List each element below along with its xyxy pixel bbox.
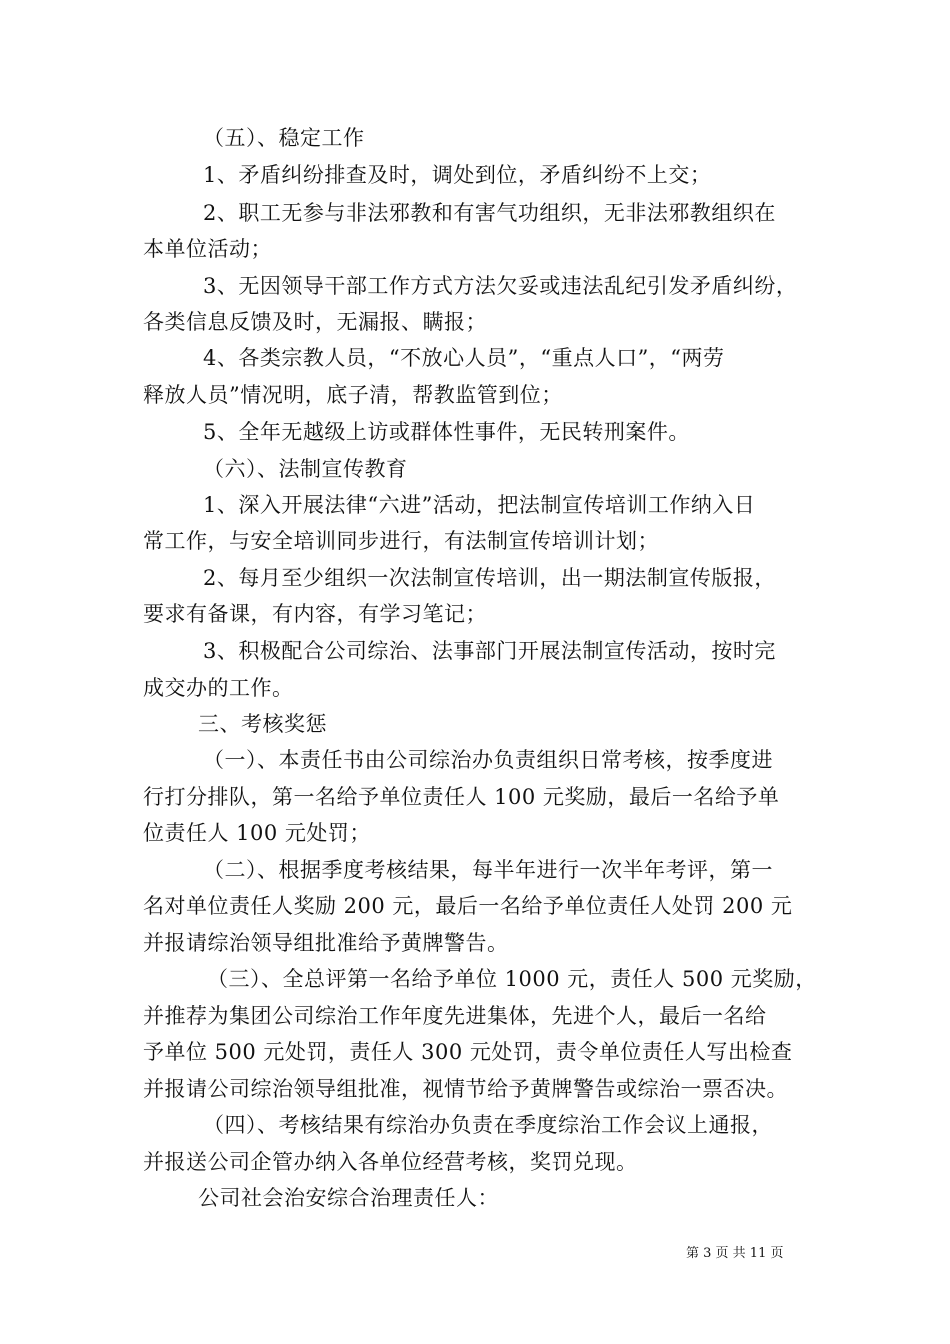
paragraph-line: 1、矛盾纠纷排查及时，调处到位，矛盾纠纷不上交； — [203, 163, 712, 187]
paragraph-line: （一）、本责任书由公司综治办负责组织日常考核，按季度进 — [203, 748, 773, 772]
paragraph-line: 要求有备课，有内容，有学习笔记； — [143, 602, 487, 626]
section-heading: （五）、稳定工作 — [203, 126, 365, 150]
paragraph-line: （四）、考核结果有综治办负责在季度综治工作会议上通报， — [203, 1113, 773, 1137]
paragraph-line: 名对单位责任人奖励 200 元，最后一名给予单位责任人处罚 200 元 — [143, 894, 793, 918]
paragraph-line: 本单位活动； — [143, 237, 272, 261]
section-heading: 三、考核奖惩 — [198, 712, 327, 736]
paragraph-line: 释放人员”情况明，底子清，帮教监管到位； — [143, 383, 563, 407]
page-number: 第 3 页 共 11 页 — [686, 1246, 784, 1261]
paragraph-line: 行打分排队，第一名给予单位责任人 100 元奖励，最后一名给予单 — [143, 785, 780, 809]
paragraph-line: （二）、根据季度考核结果，每半年进行一次半年考评，第一 — [203, 858, 773, 882]
paragraph-line: 并推荐为集团公司综治工作年度先进集体，先进个人，最后一名给 — [143, 1004, 767, 1028]
paragraph-line: 予单位 500 元处罚，责任人 300 元处罚，责令单位责任人写出检查 — [143, 1040, 793, 1064]
paragraph-line: 常工作，与安全培训同步进行，有法制宣传培训计划； — [143, 529, 659, 553]
paragraph-line: 公司社会治安综合治理责任人： — [198, 1186, 499, 1210]
paragraph-line: 各类信息反馈及时，无漏报、瞒报； — [143, 310, 487, 334]
paragraph-line: 2、每月至少组织一次法制宣传培训，出一期法制宣传版报， — [203, 566, 776, 590]
paragraph-line: 1、深入开展法律“六进”活动，把法制宣传培训工作纳入日 — [203, 493, 756, 517]
paragraph-line: 2、职工无参与非法邪教和有害气功组织，无非法邪教组织在 — [203, 201, 776, 225]
section-heading: （六）、法制宣传教育 — [203, 457, 408, 481]
paragraph-line: 并报请公司综治领导组批准，视情节给予黄牌警告或综治一票否决。 — [143, 1077, 788, 1101]
paragraph-line: 位责任人 100 元处罚； — [143, 821, 371, 845]
paragraph-line: （三）、全总评第一名给予单位 1000 元，责任人 500 元奖励， — [207, 967, 817, 991]
paragraph-line: 3、积极配合公司综治、法事部门开展法制宣传活动，按时完 — [203, 639, 776, 663]
paragraph-line: 4、各类宗教人员，“不放心人员”，“重点人口”，“两劳 — [203, 346, 725, 370]
paragraph-line: 3、无因领导干部工作方式方法欠妥或违法乱纪引发矛盾纠纷， — [203, 274, 798, 298]
paragraph-line: 5、全年无越级上访或群体性事件，无民转刑案件。 — [203, 420, 690, 444]
paragraph-line: 并报送公司企管办纳入各单位经营考核，奖罚兑现。 — [143, 1150, 638, 1174]
paragraph-line: 成交办的工作。 — [143, 676, 294, 700]
paragraph-line: 并报请综治领导组批准给予黄牌警告。 — [143, 931, 509, 955]
